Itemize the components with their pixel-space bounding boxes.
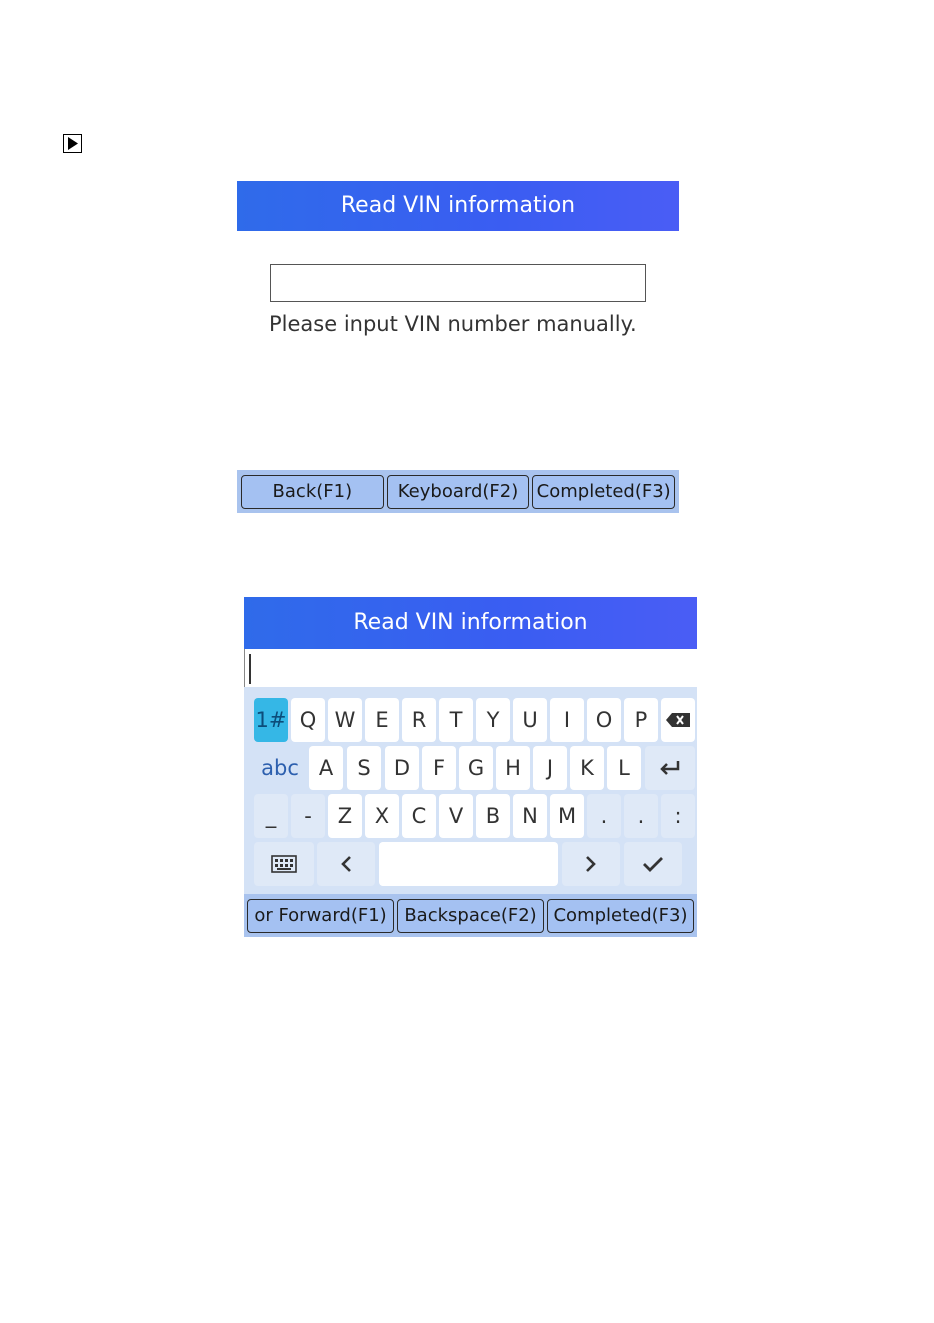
- key-v[interactable]: V: [439, 794, 473, 838]
- backspace-button[interactable]: Backspace(F2): [397, 899, 544, 933]
- key-period[interactable]: .: [587, 794, 621, 838]
- confirm-key[interactable]: [624, 842, 682, 886]
- back-button[interactable]: Back(F1): [241, 475, 384, 509]
- key-j[interactable]: J: [533, 746, 567, 790]
- forward-button[interactable]: or Forward(F1): [247, 899, 394, 933]
- key-p[interactable]: P: [624, 698, 658, 742]
- play-bullet-icon: [63, 134, 82, 153]
- key-symbols-mode[interactable]: 1#: [254, 698, 288, 742]
- key-w[interactable]: W: [328, 698, 362, 742]
- screen-title: Read VIN information: [244, 597, 697, 649]
- key-y[interactable]: Y: [476, 698, 510, 742]
- enter-key[interactable]: [645, 746, 695, 790]
- key-l[interactable]: L: [607, 746, 641, 790]
- key-a[interactable]: A: [309, 746, 343, 790]
- key-e[interactable]: E: [365, 698, 399, 742]
- function-bar: [237, 470, 679, 513]
- right-arrow-icon: [584, 855, 598, 873]
- backspace-key[interactable]: [661, 698, 695, 742]
- key-k[interactable]: K: [570, 746, 604, 790]
- key-q[interactable]: Q: [291, 698, 325, 742]
- text-caret: [249, 654, 251, 684]
- key-i[interactable]: I: [550, 698, 584, 742]
- key-hyphen[interactable]: -: [291, 794, 325, 838]
- key-m[interactable]: M: [550, 794, 584, 838]
- on-screen-keyboard: [244, 689, 697, 894]
- key-d[interactable]: D: [385, 746, 419, 790]
- key-colon[interactable]: :: [661, 794, 695, 838]
- space-key[interactable]: [379, 842, 558, 886]
- vin-read-screen: [237, 181, 679, 513]
- key-z[interactable]: Z: [328, 794, 362, 838]
- function-bar: [244, 894, 697, 937]
- key-underscore[interactable]: _: [254, 794, 288, 838]
- completed-button[interactable]: Completed(F3): [547, 899, 694, 933]
- key-x[interactable]: X: [365, 794, 399, 838]
- key-period-2[interactable]: .: [624, 794, 658, 838]
- backspace-icon: [666, 713, 690, 727]
- vin-hint: Please input VIN number manually.: [269, 312, 637, 336]
- key-o[interactable]: O: [587, 698, 621, 742]
- vin-input[interactable]: [270, 264, 646, 302]
- left-arrow-icon: [339, 855, 353, 873]
- key-t[interactable]: T: [439, 698, 473, 742]
- key-g[interactable]: G: [459, 746, 493, 790]
- vin-keyboard-screen: [244, 597, 697, 937]
- keyboard-toggle-key[interactable]: [254, 842, 314, 886]
- key-h[interactable]: H: [496, 746, 530, 790]
- key-b[interactable]: B: [476, 794, 510, 838]
- cursor-left-key[interactable]: [317, 842, 375, 886]
- enter-icon: [659, 760, 681, 776]
- check-icon: [642, 856, 664, 872]
- keyboard-icon: [271, 855, 297, 873]
- key-letters-mode[interactable]: abc: [261, 756, 299, 780]
- key-u[interactable]: U: [513, 698, 547, 742]
- keyboard-button[interactable]: Keyboard(F2): [387, 475, 530, 509]
- vin-input[interactable]: [244, 649, 697, 687]
- key-f[interactable]: F: [422, 746, 456, 790]
- key-s[interactable]: S: [347, 746, 381, 790]
- key-r[interactable]: R: [402, 698, 436, 742]
- cursor-right-key[interactable]: [562, 842, 620, 886]
- completed-button[interactable]: Completed(F3): [532, 475, 675, 509]
- key-c[interactable]: C: [402, 794, 436, 838]
- key-n[interactable]: N: [513, 794, 547, 838]
- screen-title: Read VIN information: [237, 181, 679, 231]
